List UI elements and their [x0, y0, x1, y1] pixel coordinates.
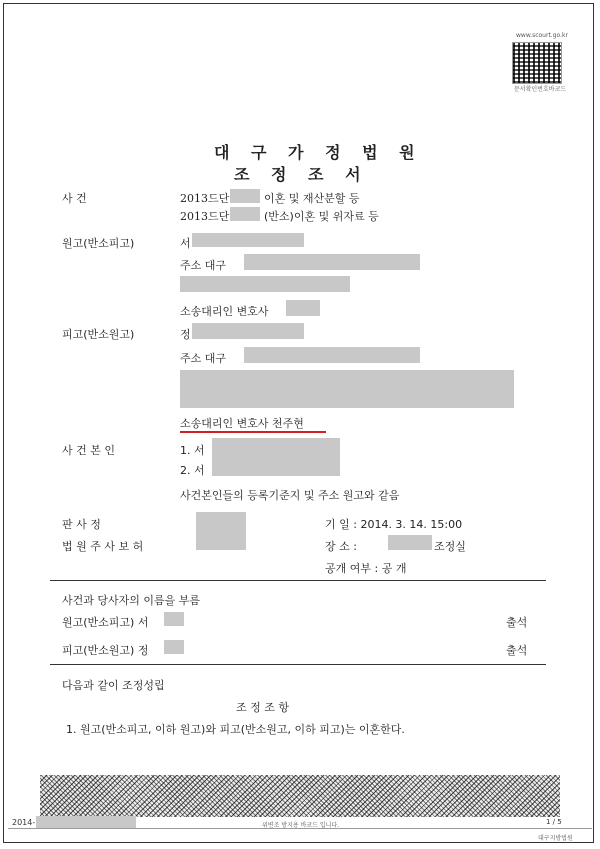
redaction: [230, 189, 260, 203]
redaction: [192, 323, 304, 339]
redaction: [180, 370, 514, 408]
redaction: [164, 612, 184, 626]
footer-case-number: 2014-: [12, 818, 36, 827]
hearing-place-label: 장 소 :: [325, 540, 357, 553]
red-underline: [180, 431, 326, 433]
principals-note: 사건본인들의 등록기준지 및 주소 원고와 같음: [180, 489, 400, 502]
principals-label: 사 건 본 인: [62, 444, 115, 457]
redaction: [164, 640, 184, 654]
qr-code: [512, 42, 562, 84]
hearing-place-suffix: 조정실: [434, 540, 466, 553]
redaction: [244, 254, 420, 270]
divider: [50, 580, 546, 581]
barcode-notice: 위변조 방지용 바코드 입니다.: [262, 822, 340, 829]
document-title: 조 정 조 서: [234, 165, 369, 184]
plaintiff-address-label: 주소 대구: [180, 259, 227, 272]
attendance-plaintiff-status: 출석: [506, 616, 528, 629]
site-url: www.scourt.go.kr: [516, 32, 568, 39]
settlement-intro: 다음과 같이 조정성립: [62, 679, 165, 692]
settlement-item-1: 1. 원고(반소피고, 이하 원고)와 피고(반소원고, 이하 피고)는 이혼한다.: [66, 723, 405, 736]
plaintiff-attorney-label: 소송대리인 변호사: [180, 305, 269, 318]
redaction: [388, 535, 432, 550]
attendance-call: 사건과 당사자의 이름을 부름: [62, 594, 201, 607]
attendance-defendant: 피고(반소원고) 정: [62, 644, 149, 657]
footer-rule: [8, 828, 592, 829]
redaction: [244, 347, 420, 363]
redaction: [180, 276, 350, 292]
defendant-name: 정: [180, 328, 191, 341]
hearing-date: 기 일 : 2014. 3. 14. 15:00: [325, 518, 463, 531]
redaction: [192, 233, 304, 247]
defendant-attorney: 소송대리인 변호사 천주현: [180, 417, 304, 430]
case-label: 사 건: [62, 192, 87, 205]
defendant-label: 피고(반소원고): [62, 328, 135, 341]
redaction: [196, 512, 246, 550]
attendance-plaintiff: 원고(반소피고) 서: [62, 616, 149, 629]
security-barcode: [40, 775, 560, 817]
plaintiff-name: 서: [180, 237, 191, 250]
divider: [50, 664, 546, 665]
court-name: 대 구 가 정 법 원: [214, 143, 423, 162]
public-status: 공개 여부 : 공 개: [325, 562, 407, 575]
redaction: [286, 300, 320, 316]
redaction: [230, 207, 260, 221]
settlement-heading: 조 정 조 항: [236, 701, 289, 714]
redaction: [36, 816, 136, 828]
judge-label: 판 사 정: [62, 518, 101, 531]
qr-caption: 문서확인번호바코드: [514, 86, 567, 93]
footer-court: 대구지방법원: [538, 835, 573, 842]
principal-1: 1. 서: [180, 444, 205, 457]
principal-2: 2. 서: [180, 464, 205, 477]
redaction: [212, 438, 340, 476]
attendance-defendant-status: 출석: [506, 644, 528, 657]
case-title-1: 이혼 및 재산분할 등: [264, 192, 360, 205]
case-number-2: 2013드단: [180, 210, 230, 223]
case-number-1: 2013드단: [180, 192, 230, 205]
clerk-label: 법 원 주 사 보 허: [62, 540, 144, 553]
plaintiff-label: 원고(반소피고): [62, 237, 135, 250]
defendant-address-label: 주소 대구: [180, 352, 227, 365]
case-title-2: (반소)이혼 및 위자료 등: [264, 210, 379, 223]
page-number: 1 / 5: [546, 818, 562, 826]
